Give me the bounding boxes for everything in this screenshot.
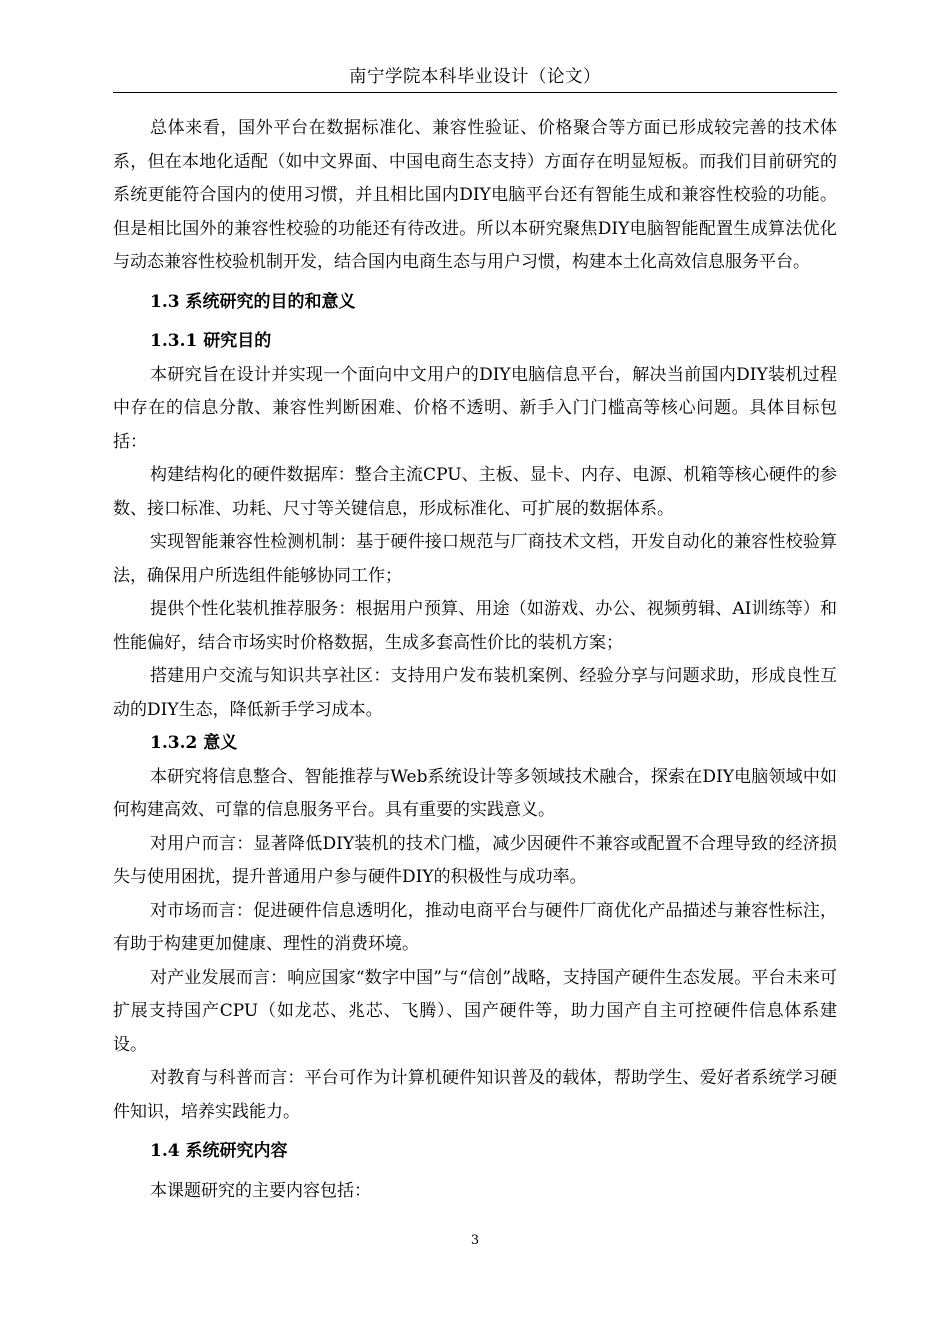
- paragraph-research-content: 本课题研究的主要内容包括：: [150, 1180, 371, 1201]
- heading-1-4: 1.4 系统研究内容: [150, 1141, 288, 1161]
- paragraph-significance-education: 对教育与科普而言：平台可作为计算机硬件知识普及的载体，帮助学生、爱好者系统学习硬件知识，培养实践能力。: [113, 1068, 837, 1122]
- paragraph-goal-compatibility: 实现智能兼容性检测机制：基于硬件接口规范与厂商技术文档，开发自动化的兼容性校验算法，确保用户所选组件能够协同工作；: [113, 532, 837, 586]
- paragraph-significance-market: 对市场而言：促进硬件信息透明化，推动电商平台与硬件厂商优化产品描述与兼容性标注，有助于构建更加健康、理性的消费环境。: [113, 900, 837, 954]
- paragraph-goal-community: 搭建用户交流与知识共享社区：支持用户发布装机案例、经验分享与问题求助，形成良性互动的DIY生态，降低新手学习成本。: [113, 666, 837, 720]
- paragraph-research-goal: 本研究旨在设计并实现一个面向中文用户的DIY电脑信息平台，解决当前国内DIY装机过程中存在的信息分散、兼容性判断困难、价格不透明、新手入门门槛高等核心问题。具体目标包括：: [113, 364, 837, 452]
- page-header-title: 南宁学院本科毕业设计（论文）: [349, 67, 601, 87]
- paragraph-significance-users: 对用户而言：显著降低DIY装机的技术门槛，减少因硬件不兼容或配置不合理导致的经济损失与使用困扰，提升普通用户参与硬件DIY的积极性与成功率。: [113, 833, 837, 887]
- heading-1-3-2: 1.3.2 意义: [150, 733, 238, 753]
- page-body: [113, 112, 837, 1208]
- heading-1-3: 1.3 系统研究的目的和意义: [150, 291, 356, 312]
- paragraph-significance: 本研究将信息整合、智能推荐与Web系统设计等多领域技术融合，探索在DIY电脑领域中如何构建高效、可靠的信息服务平台。具有重要的实践意义。: [113, 766, 837, 820]
- paragraph-goal-database: 构建结构化的硬件数据库：整合主流CPU、主板、显卡、内存、电源、机箱等核心硬件的参数、接口标准、功耗、尺寸等关键信息，形成标准化、可扩展的数据体系。: [113, 465, 837, 519]
- paragraph-goal-recommendation: 提供个性化装机推荐服务：根据用户预算、用途（如游戏、办公、视频剪辑、AI训练等）和性能偏好，结合市场实时价格数据，生成多套高性价比的装机方案；: [113, 599, 837, 653]
- paragraph-summary: 总体来看，国外平台在数据标准化、兼容性验证、价格聚合等方面已形成较完善的技术体系，但在本地化适配（如中文界面、中国电商生态支持）方面存在明显短板。而我们目前研究的系统更能符合国内的使用习惯，并且相比国内DIY电脑平台还有智能生成和兼容性校验的功能。但是相比国外的兼容性校验的功能还有待改进。所以本研究聚焦DIY电脑智能配置生成算法优化与动态兼容性校验机制开发，结合国内电商生态与用户习惯，构建本土化高效信息服务平台。: [113, 118, 837, 272]
- page-number: 3: [470, 1233, 480, 1248]
- paragraph-significance-industry: 对产业发展而言：响应国家“数字中国”与“信创”战略，支持国产硬件生态发展。平台未来可扩展支持国产CPU（如龙芯、兆芯、飞腾）、国产硬件等，助力国产自主可控硬件信息体系建设。: [113, 967, 837, 1055]
- heading-1-3-1: 1.3.1 研究目的: [150, 331, 272, 351]
- header-rule: [113, 92, 837, 93]
